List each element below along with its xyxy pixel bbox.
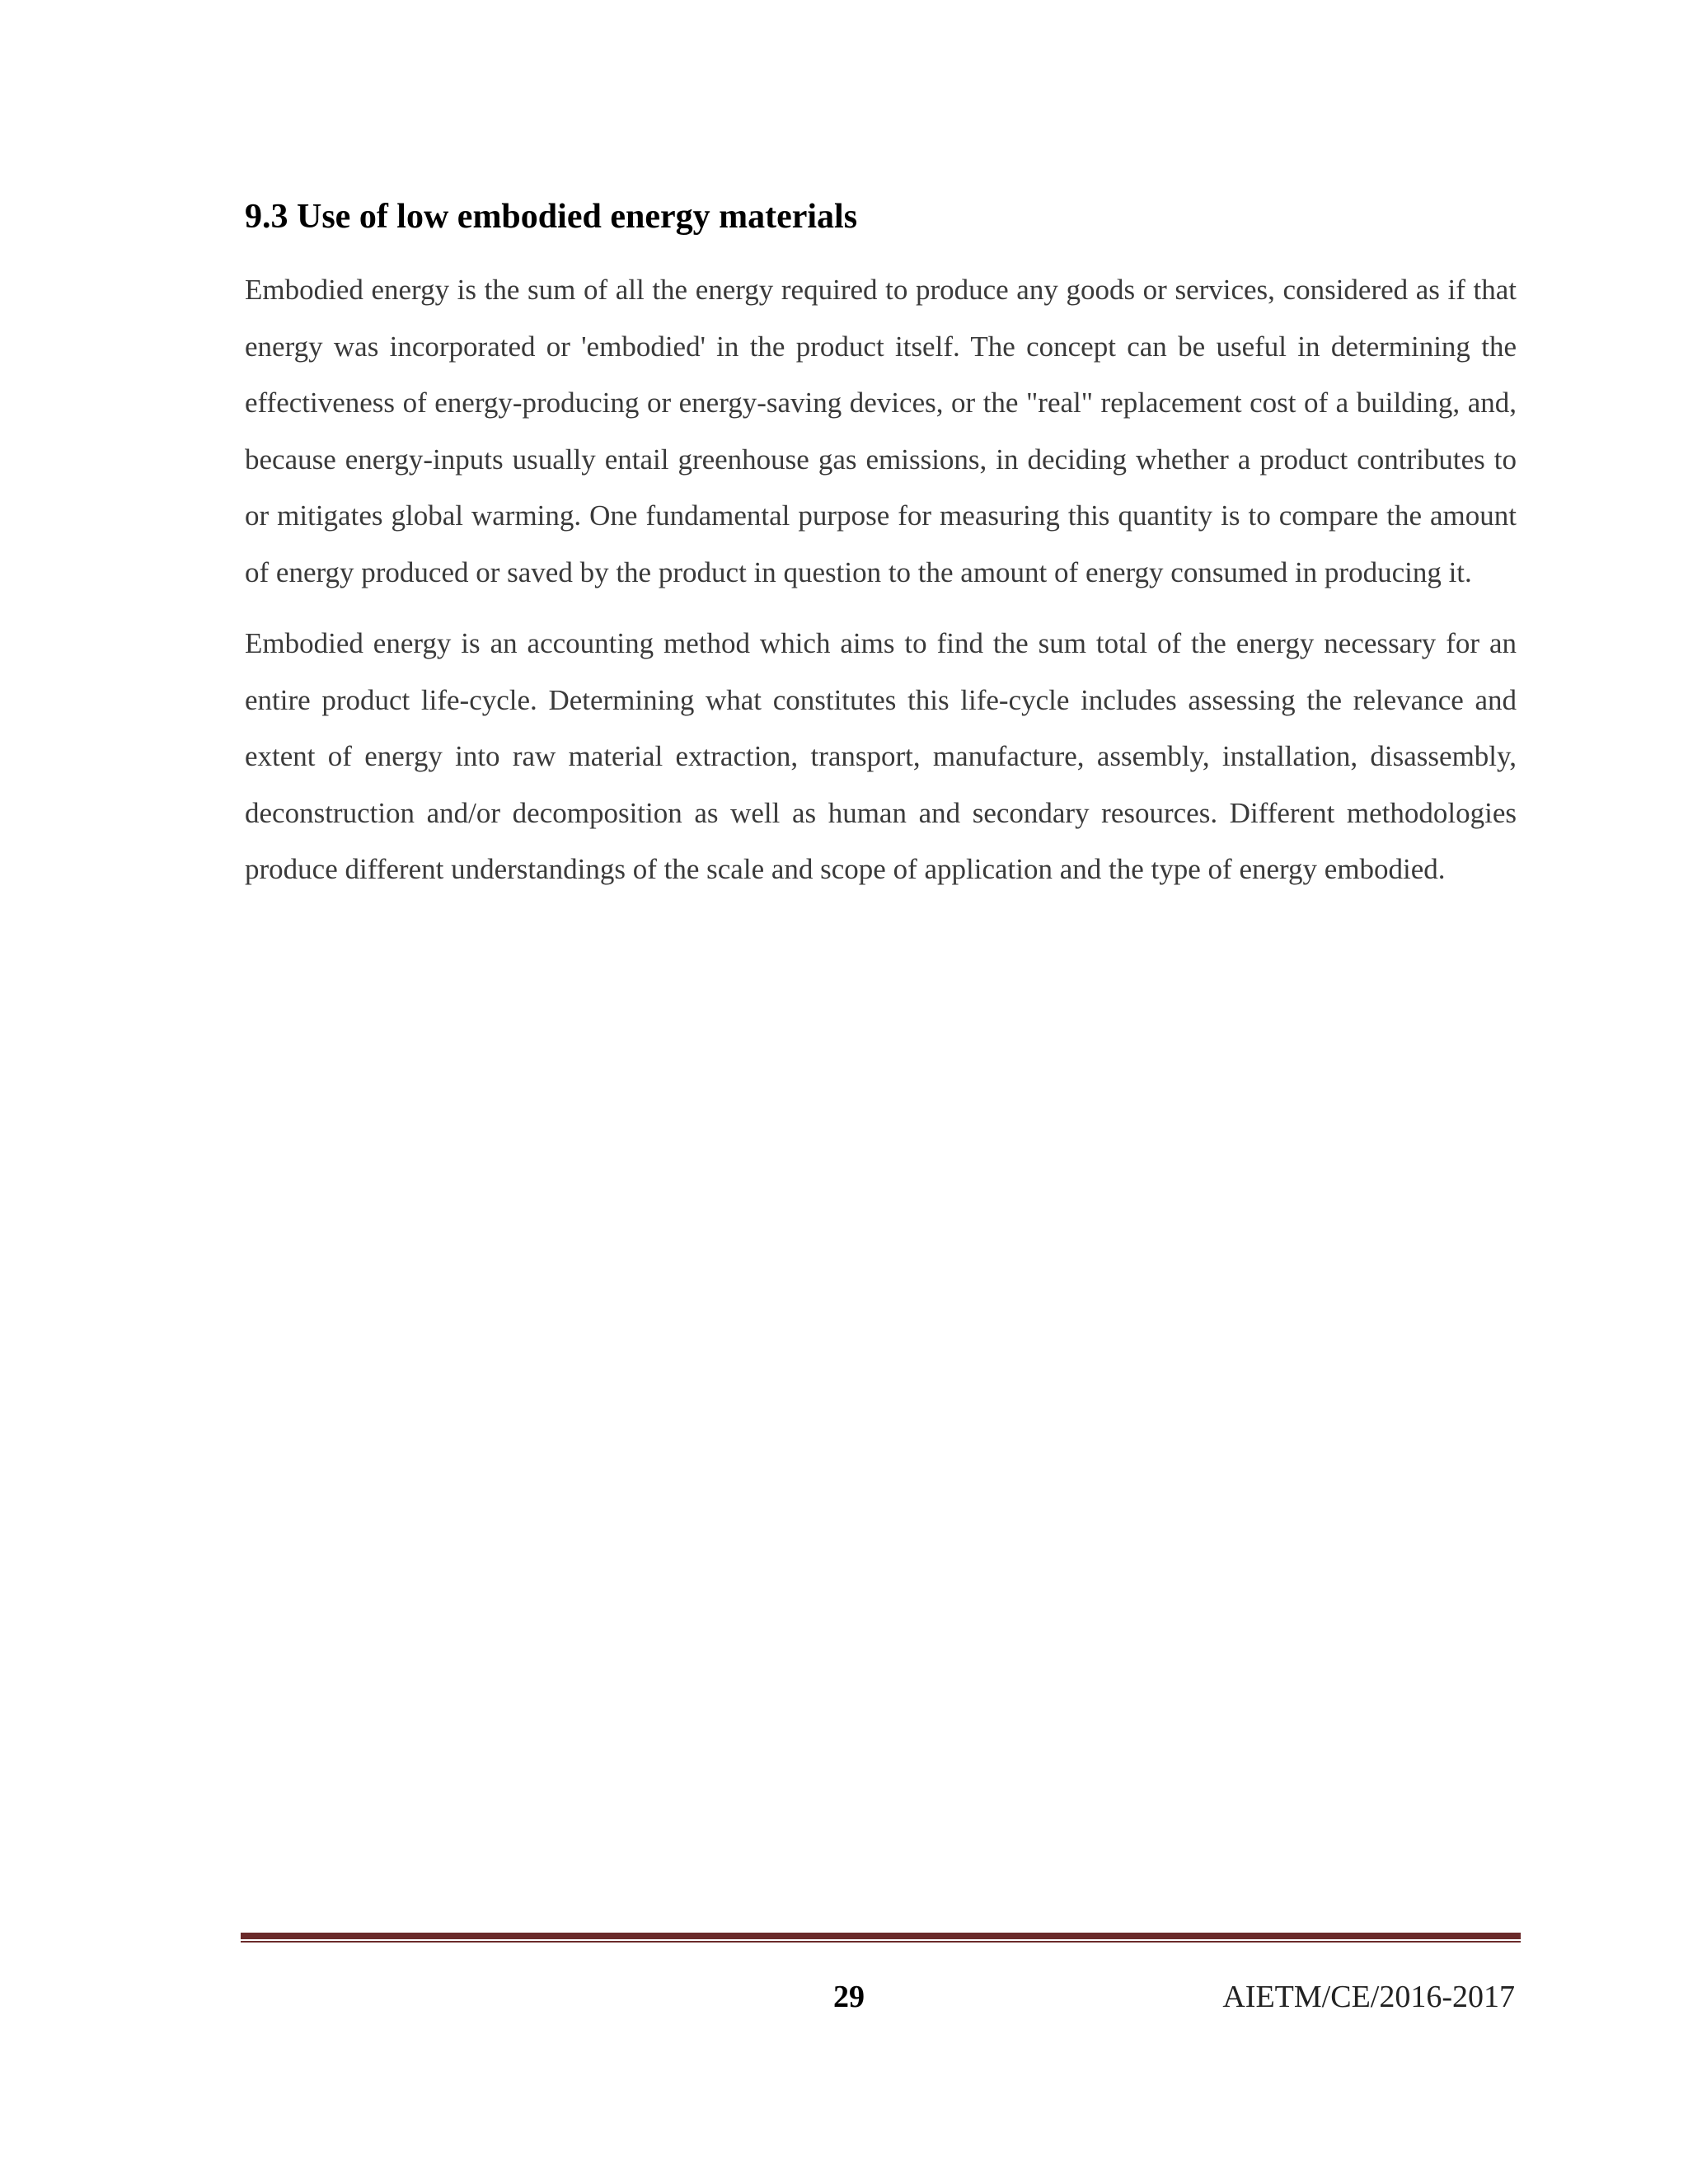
section-content — [245, 190, 1517, 913]
paragraph-2: Embodied energy is an accounting method which aims to find the sum total of the energy necessary for an entire product life-cycle. Determining what constitutes this life-cycle includes assessing the relevance and extent of energy into raw material extraction, transport, manufacture, assembly, installation, disassembly, deconstruction and/or decomposition as well as human and secondary resources. Different methodologies produce different understandings of the scale and scope of application and the type of energy embodied. — [245, 627, 1517, 885]
footer-rule-thick — [241, 1933, 1521, 1939]
page-number: 29 — [833, 1980, 865, 2014]
footer-rule — [241, 1933, 1521, 1943]
document-code: AIETM/CE/2016-2017 — [1222, 1980, 1515, 2014]
paragraph-1: Embodied energy is the sum of all the energy required to produce any goods or services, considered as if that energy was incorporated or 'embodied' in the product itself. The concept can be useful in determining the effectiveness of energy-producing or energy-saving devices, or the "real" replacement cost of a building, and, because energy-inputs usually entail greenhouse gas emissions, in deciding whether a product contributes to or mitigates global warming. One fundamental purpose for measuring this quantity is to compare the amount of energy produced or saved by the product in question to the amount of energy consumed in producing it. — [245, 274, 1517, 588]
section-heading: 9.3 Use of low embodied energy materials — [245, 198, 858, 236]
footer-rule-thin — [241, 1941, 1521, 1943]
